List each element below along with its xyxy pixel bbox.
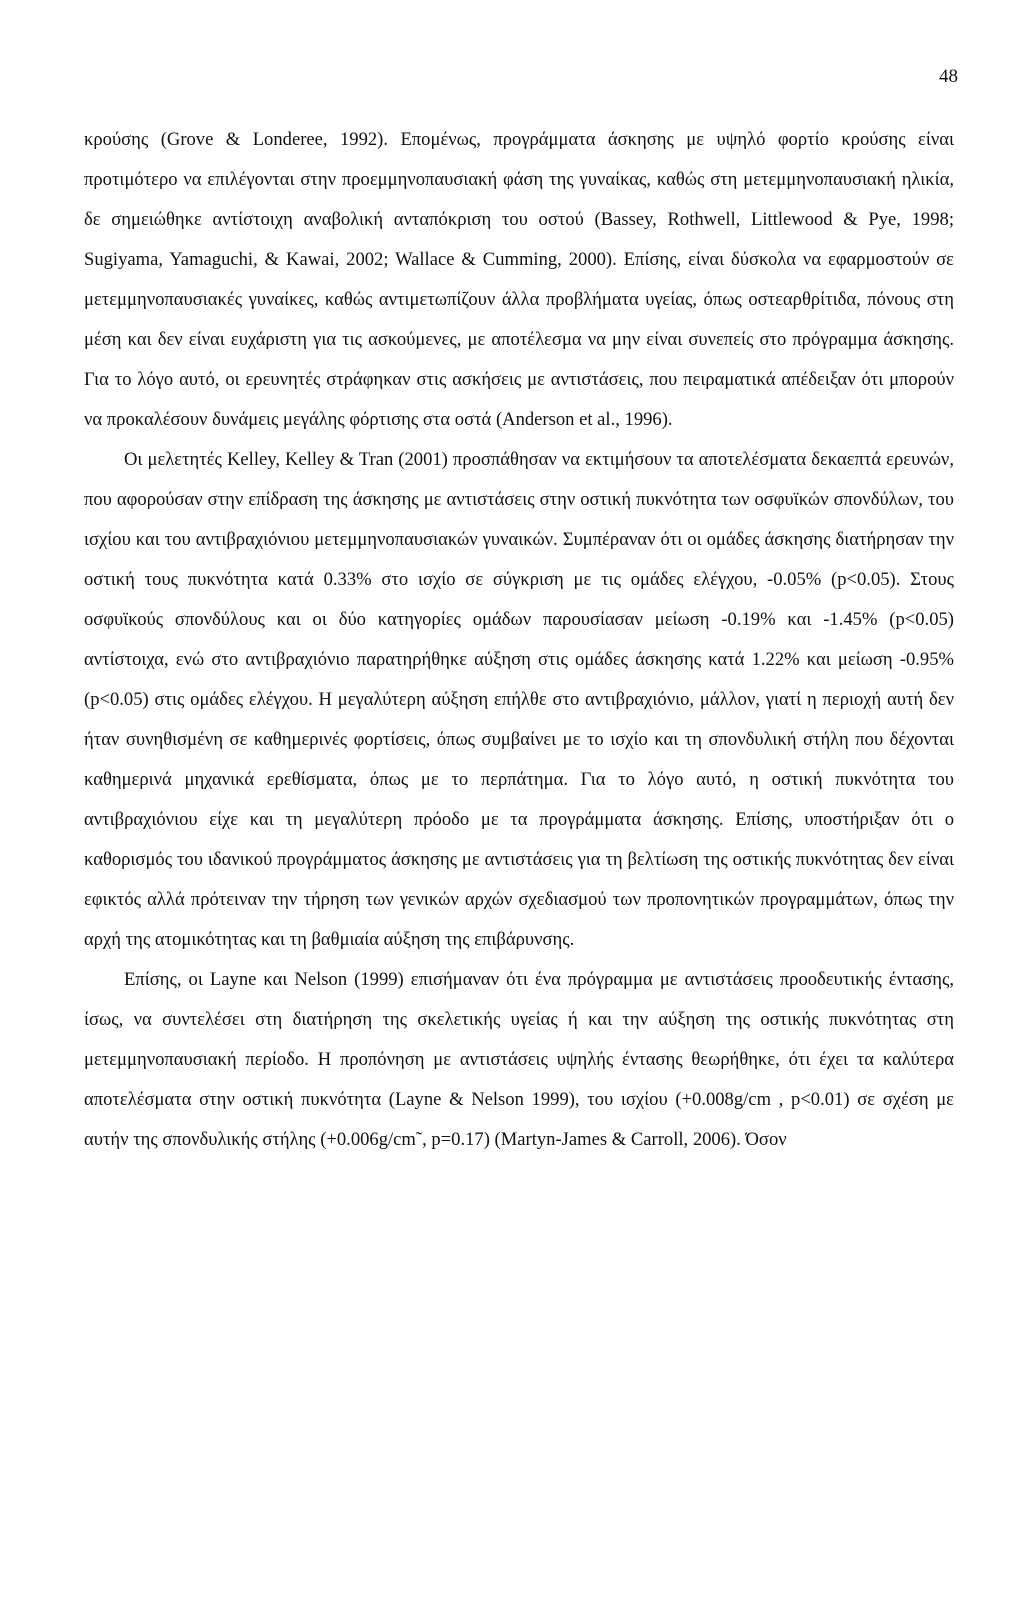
paragraph-3: Επίσης, οι Layne και Nelson (1999) επισήμαναν ότι ένα πρόγραμμα με αντιστάσεις προοδευτικής έντασης, ίσως, να συντελέσει στη διατήρηση της σκελετικής υγείας ή και την αύξηση της οστικής πυκνότητας στη μετεμμηνοπαυσιακή περίοδο. Η προπόνηση με αντιστάσεις υψηλής έντασης θεωρήθηκε, ότι έχει τα καλύτερα αποτελέσματα στην οστική πυκνότητα (Layne & Nelson 1999), του ισχίου (+0.008g/cm , p<0.01) σε σχέση με αυτήν της σπονδυλικής στήλης (+0.006g/cm˜, p=0.17) (Martyn-James & Carroll, 2006). Όσον (84, 969, 954, 1150)
document-body (84, 120, 954, 1160)
page-number: 48 (939, 66, 958, 87)
paragraph-1: κρούσης (Grove & Londeree, 1992). Επομένως, προγράμματα άσκησης με υψηλό φορτίο κρούσης είναι προτιμότερο να επιλέγονται στην προεμμηνοπαυσιακή φάση της γυναίκας, καθώς στη μετεμμηνοπαυσιακή ηλικία, δε σημειώθηκε αντίστοιχη αναβολική ανταπόκριση του οστού (Bassey, Rothwell, Littlewood & Pye, 1998; Sugiyama, Yamaguchi, & Kawai, 2002; Wallace & Cumming, 2000). Επίσης, είναι δύσκολα να εφαρμοστούν σε μετεμμηνοπαυσιακές γυναίκες, καθώς αντιμετωπίζουν άλλα προβλήματα υγείας, όπως οστεαρθρίτιδα, πόνους στη μέση και δεν είναι ευχάριστη για τις ασκούμενες, με αποτέλεσμα να μην είναι συνεπείς στο πρόγραμμα άσκησης. Για το λόγο αυτό, οι ερευνητές στράφηκαν στις ασκήσεις με αντιστάσεις, που πειραματικά απέδειξαν ότι μπορούν να προκαλέσουν δυνάμεις μεγάλης φόρτισης στα οστά (Anderson et al., 1996). (84, 129, 954, 430)
paragraph-2: Οι μελετητές Kelley, Kelley & Tran (2001) προσπάθησαν να εκτιμήσουν τα αποτελέσματα δεκαεπτά ερευνών, που αφορούσαν στην επίδραση της άσκησης με αντιστάσεις στην οστική πυκνότητα των οσφυϊκών σπονδύλων, του ισχίου και του αντιβραχιόνιου μετεμμηνοπαυσιακών γυναικών. Συμπέραναν ότι οι ομάδες άσκησης διατήρησαν την οστική τους πυκνότητα κατά 0.33% στο ισχίο σε σύγκριση με τις ομάδες ελέγχου, -0.05% (p<0.05). Στους οσφυϊκούς σπονδύλους και οι δύο κατηγορίες ομάδων παρουσίασαν μείωση -0.19% και -1.45% (p<0.05) αντίστοιχα, ενώ στο αντιβραχιόνιο παρατηρήθηκε αύξηση στις ομάδες άσκησης κατά 1.22% και μείωση -0.95% (p<0.05) στις ομάδες ελέγχου. Η μεγαλύτερη αύξηση επήλθε στο αντιβραχιόνιο, μάλλον, γιατί η περιοχή αυτή δεν ήταν συνηθισμένη σε καθημερινές φορτίσεις, όπως συμβαίνει με το ισχίο και τη σπονδυλική στήλη που δέχονται καθημερινά μηχανικά ερεθίσματα, όπως με το περπάτημα. Για το λόγο αυτό, η οστική πυκνότητα του αντιβραχιόνιου είχε και τη μεγαλύτερη πρόοδο με τα προγράμματα άσκησης. Επίσης, υποστήριξαν ότι ο καθορισμός του ιδανικού προγράμματος άσκησης με αντιστάσεις για τη βελτίωση της οστικής πυκνότητας δεν είναι εφικτός αλλά πρότειναν την τήρηση των γενικών αρχών σχεδιασμού των προπονητικών προγραμμάτων, όπως την αρχή της ατομικότητας και τη βαθμιαία αύξηση της επιβάρυνσης. (84, 449, 954, 950)
